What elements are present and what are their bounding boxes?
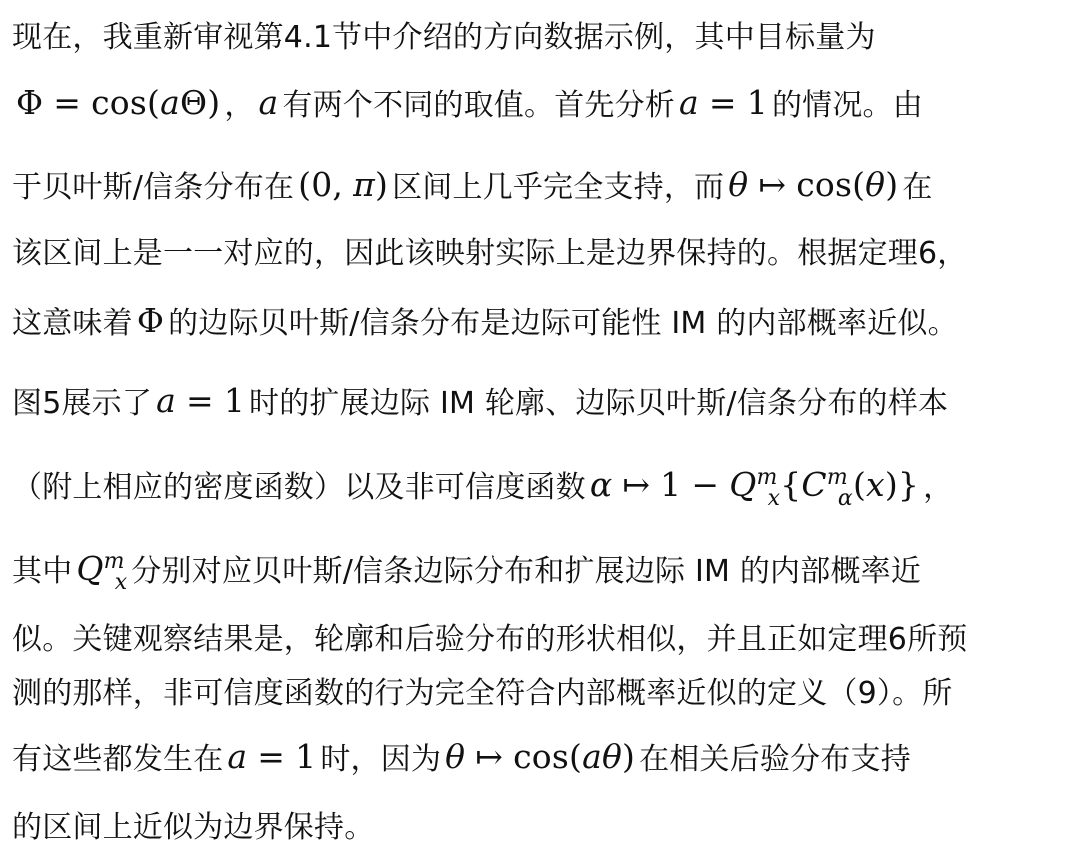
text-line-3 (12, 156, 933, 212)
text-segment: 这意味着 (12, 306, 133, 341)
formula-a-equals-1: a = 1 (679, 82, 768, 122)
text-line-5 (12, 292, 958, 348)
text-line-6 (12, 372, 948, 428)
formula-theta-map: θ ↦ cos(θ) (728, 164, 899, 204)
text-line-11 (12, 728, 911, 784)
formula-a-equals-1: a = 1 (156, 380, 246, 420)
text-segment: 该区间上是一一对应的，因此该映射实际上是边界保持的。根据定理6， (12, 236, 968, 271)
text-segment: 时，因为 (320, 742, 442, 777)
text-segment: 有两个不同的取值。首先分析 (282, 88, 675, 123)
text-segment: 在相关后验分布支持 (639, 742, 911, 777)
formula-a: a (258, 82, 279, 122)
formula-phi-def: Φ = cos(aΘ) (16, 82, 221, 122)
text-segment: 的情况。由 (771, 88, 923, 123)
text-segment: 有这些都发生在 (12, 742, 224, 777)
formula-theta-map-a: θ ↦ cos(aθ) (445, 736, 636, 776)
text-segment: 区间上几乎完全支持，而 (392, 170, 725, 205)
text-segment: 的区间上近似为边界保持。 (12, 810, 375, 845)
text-line-12 (12, 796, 374, 852)
text-line-4 (12, 222, 968, 278)
text-segment: 图5展示了 (12, 386, 153, 421)
formula-phi: Φ (136, 300, 165, 340)
text-line-9 (12, 608, 968, 664)
text-segment: （附上相应的密度函数）以及非可信度函数 (12, 470, 586, 505)
text-segment: 在 (902, 170, 933, 205)
text-line-10 (12, 662, 953, 718)
text-segment: 于贝叶斯/信条分布在 (12, 170, 295, 205)
text-segment: 分别对应贝叶斯/信条边际分布和扩展边际 IM 的内部概率近 (131, 554, 922, 589)
text-line-2 (12, 74, 923, 130)
text-segment: 似。关键观察结果是，轮廓和后验分布的形状相似，并且正如定理6所预 (12, 622, 968, 657)
text-line-1 (12, 6, 876, 62)
text-line-7 (12, 456, 953, 512)
text-segment: 时的扩展边际 IM 轮廓、边际贝叶斯/信条分布的样本 (249, 386, 949, 421)
text-segment: 的边际贝叶斯/信条分布是边际可能性 IM 的内部概率近似。 (168, 306, 958, 341)
formula-implausibility: α ↦ $1 - Q^m_x\{C^m_\alpha(x)\}$ (589, 464, 920, 511)
text-segment: 其中 (12, 554, 73, 589)
formula-interval: (0, π) (298, 164, 389, 204)
text-segment: ， (923, 470, 954, 505)
formula-Q: $Q^m_x$ (76, 548, 128, 595)
text-line-8 (12, 540, 921, 596)
formula-a-equals-1: a = 1 (227, 736, 317, 776)
text-segment: 测的那样，非可信度函数的行为完全符合内部概率近似的定义（9）。所 (12, 676, 953, 711)
text-segment: ， (224, 88, 255, 123)
text-segment: 现在，我重新审视第4.1节中介绍的方向数据示例，其中目标量为 (12, 20, 876, 55)
